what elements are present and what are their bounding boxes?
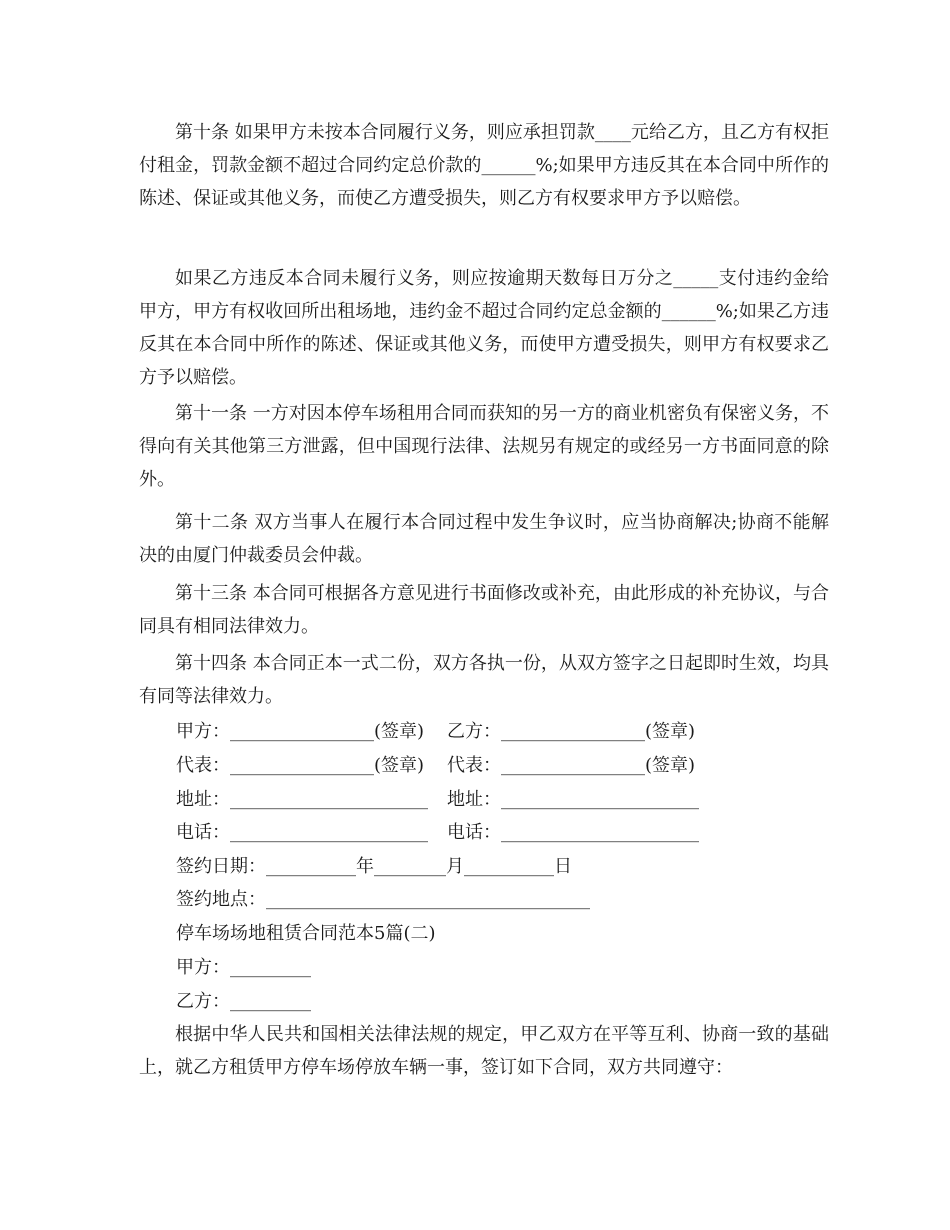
second-party-b-line: 乙方：_________: [176, 991, 311, 1012]
phone-a-line: 电话：______________________: [176, 822, 428, 843]
signing-place-line: 签约地点：____________________________________: [176, 889, 590, 910]
clause-13-paragraph: 第十三条 本合同可根据各方意见进行书面修改或补充，由此形成的补充协议，与合同具有相同法律效力。: [139, 583, 829, 637]
breach-party-b-paragraph: 如果乙方违反本合同未履行义务，则应按逾期天数每日万分之_____支付违约金给甲方，甲方有权收回所出租场地，违约金不超过合同约定总金额的______%;如果乙方违反其在本合同中所作的陈述、保证或其他义务，而使甲方遭受损失，则甲方有权要求乙方予以赔偿。: [139, 268, 829, 388]
clause-10-paragraph: 第十条 如果甲方未按本合同履行义务，则应承担罚款____元给乙方，且乙方有权拒付租金，罚款金额不超过合同约定总价款的______%;如果甲方违反其在本合同中所作的陈述、保证或其他义务，而使乙方遭受损失，则乙方有权要求甲方予以赔偿。: [139, 122, 829, 209]
clause-11-paragraph: 第十一条 一方对因本停车场租用合同而获知的另一方的商业机密负有保密义务，不得向有关其他第三方泄露，但中国现行法律、法规另有规定的或经另一方书面同意的除外。: [139, 403, 829, 490]
second-party-a-line: 甲方：_________: [176, 957, 311, 978]
second-contract-intro: 根据中华人民共和国相关法律法规的规定，甲乙双方在平等互利、协商一致的基础上，就乙方租赁甲方停车场停放车辆一事，签订如下合同，双方共同遵守：: [139, 1024, 829, 1078]
second-contract-title: 停车场场地租赁合同范本5篇(二): [176, 923, 436, 944]
address-b-line: 地址：______________________: [447, 789, 699, 810]
phone-b-line: 电话：______________________: [447, 822, 699, 843]
clause-12-paragraph: 第十二条 双方当事人在履行本合同过程中发生争议时，应当协商解决;协商不能解决的由厦门仲裁委员会仲裁。: [139, 512, 829, 566]
party-b-signature-line: 乙方：________________(签章): [447, 721, 696, 742]
clause-14-paragraph: 第十四条 本合同正本一式二份，双方各执一份，从双方签字之日起即时生效，均具有同等法律效力。: [139, 653, 829, 707]
signing-date-line: 签约日期：__________年________月__________日: [176, 856, 572, 877]
party-a-signature-line: 甲方：________________(签章): [176, 721, 425, 742]
representative-b-line: 代表：________________(签章): [447, 755, 696, 776]
representative-a-line: 代表：________________(签章): [176, 755, 425, 776]
address-a-line: 地址：______________________: [176, 789, 428, 810]
